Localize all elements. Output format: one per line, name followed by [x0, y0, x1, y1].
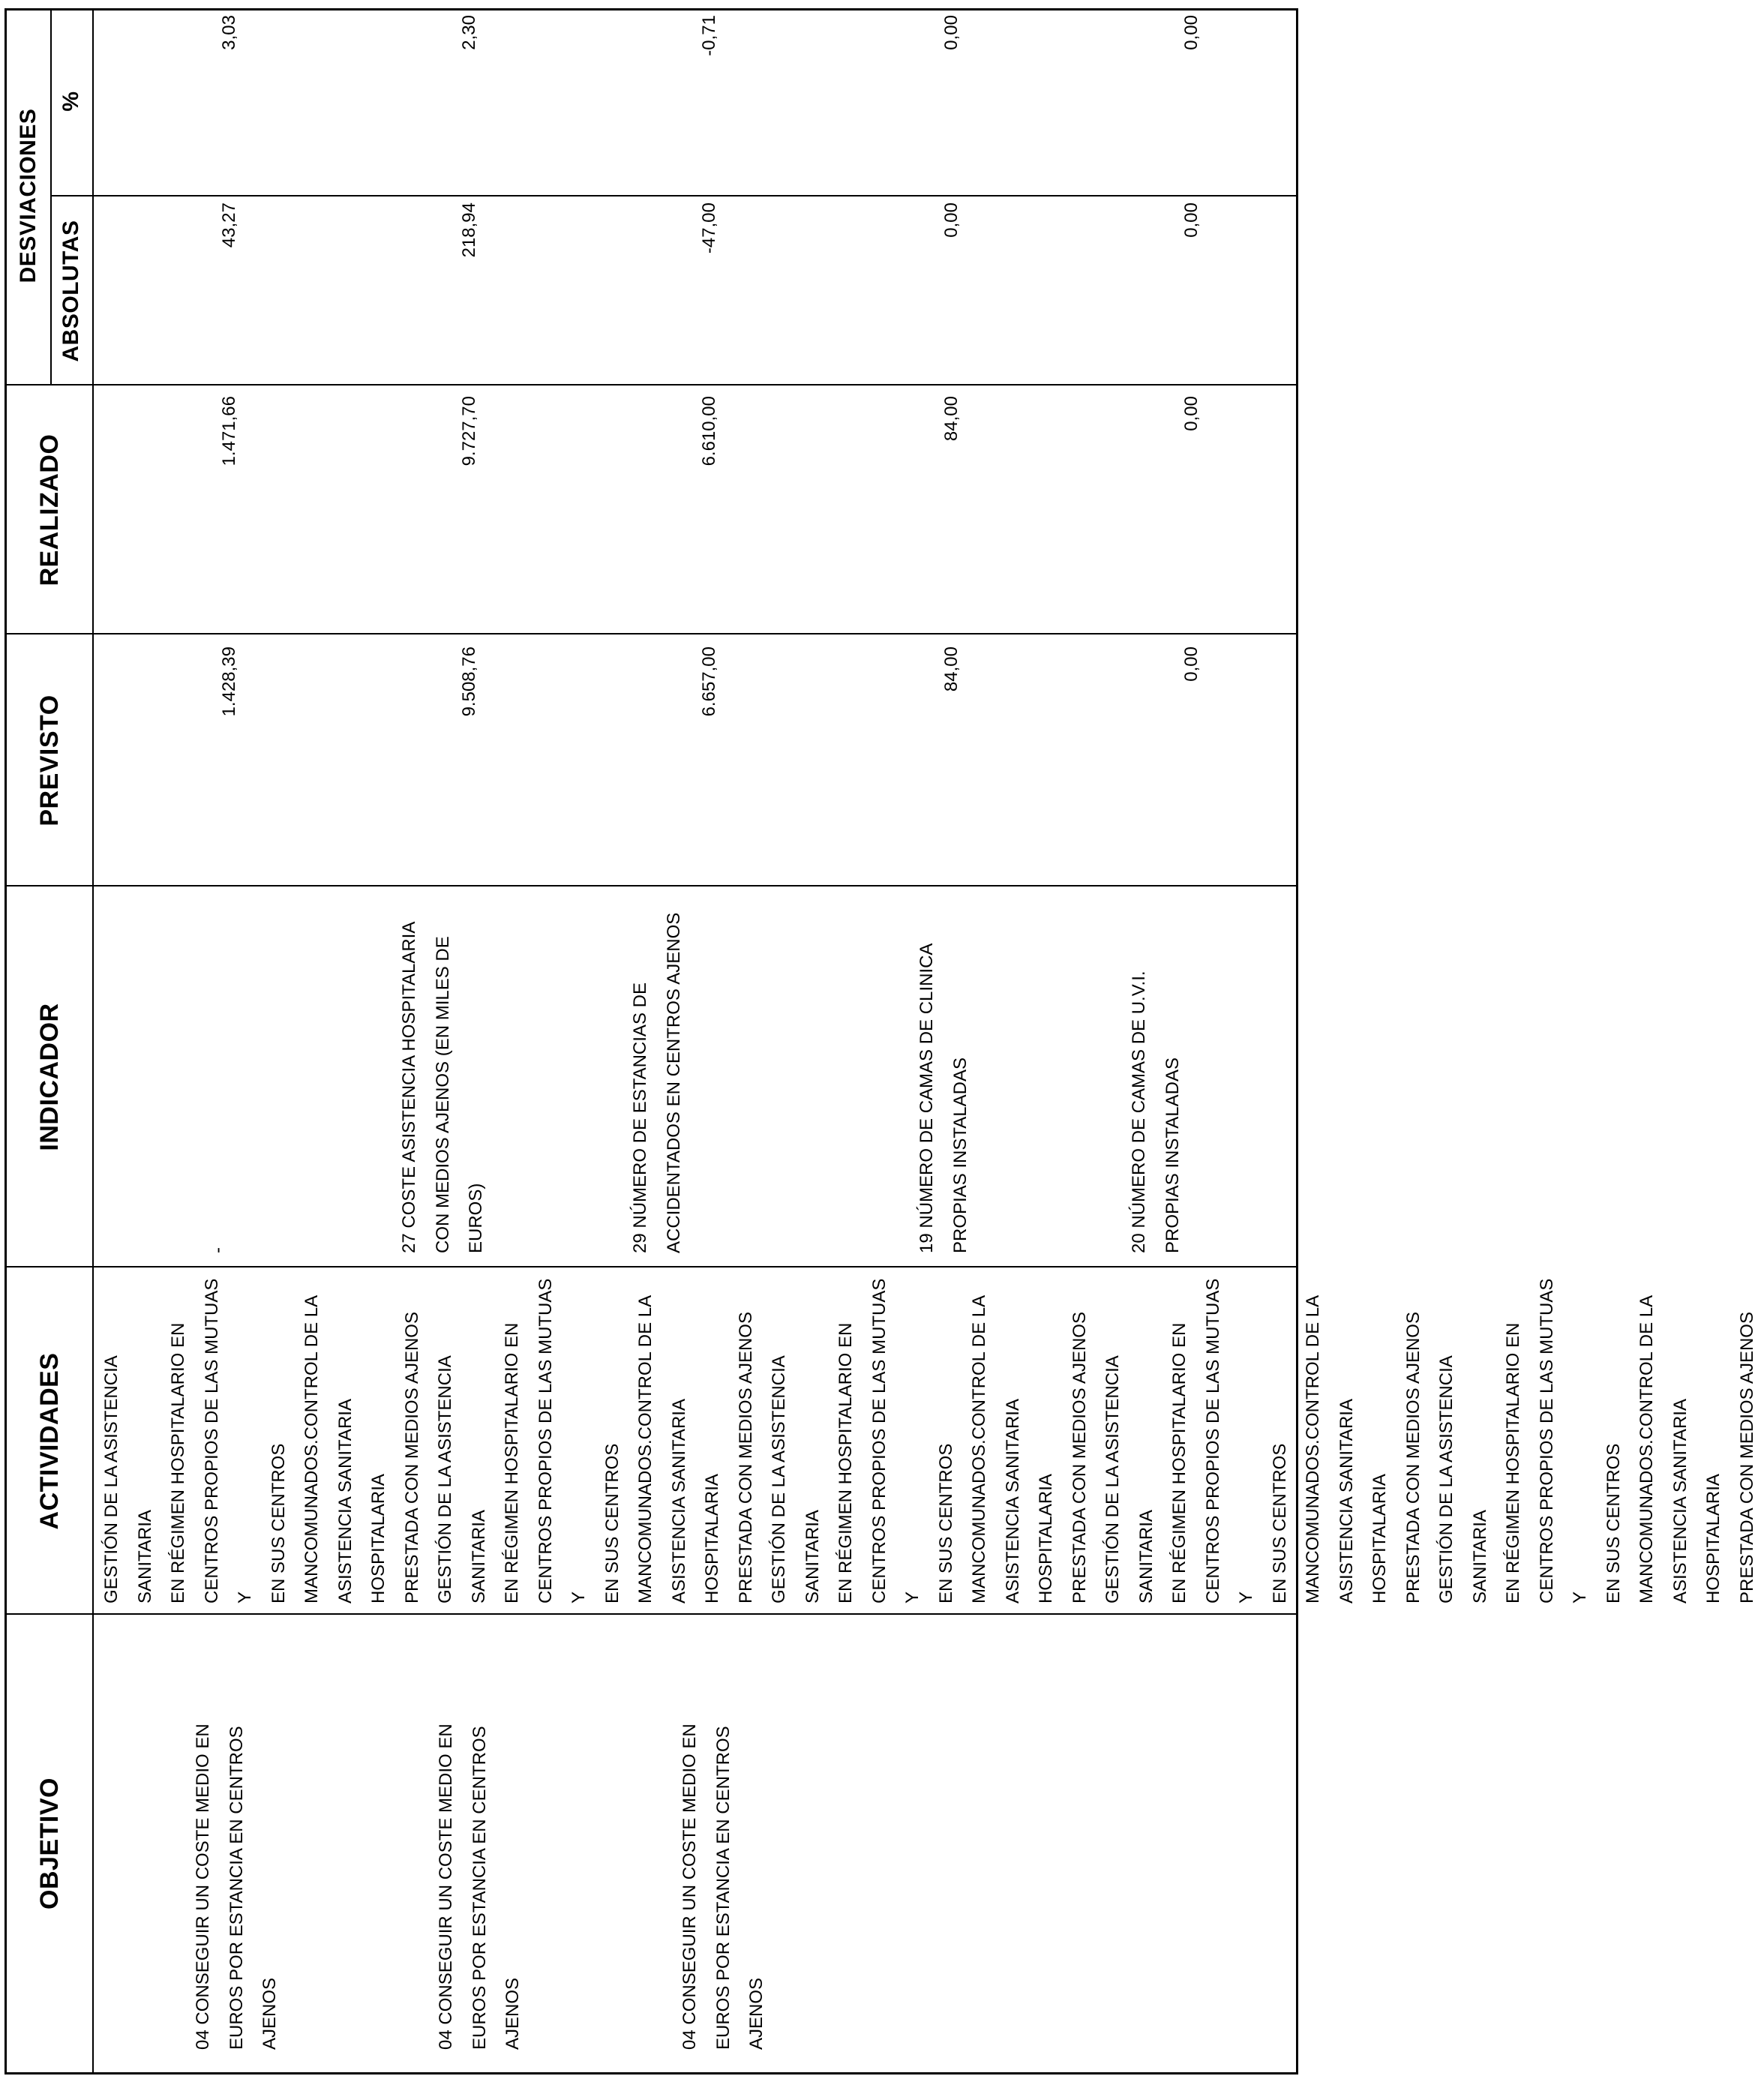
absolutas-value: -47,00 — [699, 202, 719, 254]
actividades-text: GESTIÓN DE LA ASISTENCIA SANITARIA EN RÉGIMEN HOSPITALARIO EN CENTROS PROPIOS DE LAS MUTUAS Y EN SUS CENTROS MANCOMUNADOS.CONTROL DE LA ASISTENCIA SANITARIA HOSPITALARIA PRESTADA CON MEDIOS AJENOS GESTIÓN DE LA ASISTENCIA SANITARIA EN RÉGIMEN HOSPITALARIO EN CENTROS PROPIOS DE LAS MUTUAS Y EN SUS CENTROS MANCOMUNADOS.CONTROL DE LA ASISTENCIA SANITARIA HOSPITALARIA PRESTADA CON MEDIOS AJENOS GESTIÓN DE LA ASISTENCIA SANITARIA EN RÉGIMEN HOSPITALARIO EN CENTROS PROPIOS DE LAS MUTUAS Y EN SUS CENTROS MANCOMUNADOS.CONTROL DE LA ASISTENCIA SANITARIA HOSPITALARIA PRESTADA CON MEDIOS AJENOS GESTIÓN DE LA ASISTENCIA SANITARIA EN RÉGIMEN HOSPITALARIO EN CENTROS PROPIOS DE LAS MUTUAS Y EN SUS CENTROS MANCOMUNADOS.CONTROL DE LA ASISTENCIA SANITARIA HOSPITALARIA PRESTADA CON MEDIOS AJENOS GESTIÓN DE LA ASISTENCIA SANITARIA EN RÉGIMEN HOSPITALARIO EN CENTROS PROPIOS DE LAS MUTUAS Y EN SUS CENTROS MANCOMUNADOS.CONTROL DE LA ASISTENCIA SANITARIA HOSPITALARIA PRESTADA CON MEDIOS AJENOS — [101, 1278, 1757, 1604]
objetivo-text: 04 CONSEGUIR UN COSTE MEDIO EN EUROS POR ESTANCIA EN CENTROS AJENOS — [436, 1724, 523, 2050]
previsto-value: 84,00 — [941, 646, 962, 692]
header-desviaciones: DESVIACIONES — [16, 108, 40, 284]
absolutas-value: 0,00 — [1181, 202, 1202, 238]
porcentaje-value: 3,03 — [219, 15, 239, 50]
realizado-value: 9.727,70 — [459, 396, 479, 466]
indicador-text: 29 NÚMERO DE ESTANCIAS DE ACCIDENTADOS EN CENTROS AJENOS — [630, 912, 684, 1253]
header-previsto: PREVISTO — [34, 694, 64, 826]
previsto-value: 1.428,39 — [219, 646, 239, 717]
porcentaje-value: 0,00 — [941, 15, 962, 50]
absolutas-value: 218,94 — [459, 202, 479, 258]
indicador-text: 19 NÚMERO DE CAMAS DE CLINICA PROPIAS INSTALADAS — [916, 943, 970, 1253]
indicador-text: - — [208, 1247, 228, 1253]
header-porcentaje: % — [58, 91, 83, 112]
header-actividades: ACTIVIDADES — [34, 1352, 64, 1530]
header-indicador: INDICADOR — [34, 1003, 64, 1151]
col-divider — [7, 885, 1296, 886]
header-separator — [92, 10, 94, 2072]
realizado-value: 0,00 — [1181, 396, 1202, 431]
realizado-value: 1.471,66 — [219, 396, 239, 466]
col-divider — [7, 1266, 1296, 1268]
realizado-value: 6.610,00 — [699, 396, 719, 466]
realizado-value: 84,00 — [941, 396, 962, 442]
porcentaje-value: 0,00 — [1181, 15, 1202, 50]
indicador-text: 20 NÚMERO DE CAMAS DE U.V.I. PROPIAS INSTALADAS — [1129, 970, 1183, 1253]
objetivo-text: 04 CONSEGUIR UN COSTE MEDIO EN EUROS POR ESTANCIA EN CENTROS AJENOS — [193, 1724, 280, 2050]
previsto-value: 6.657,00 — [699, 646, 719, 717]
col-divider — [7, 384, 1296, 386]
porcentaje-value: -0,71 — [699, 15, 719, 56]
header-objetivo: OBJETIVO — [34, 1778, 64, 1910]
previsto-value: 9.508,76 — [459, 646, 479, 717]
header-realizado: REALIZADO — [34, 434, 64, 586]
objetivo-text: 04 CONSEGUIR UN COSTE MEDIO EN EUROS POR ESTANCIA EN CENTROS AJENOS — [680, 1724, 766, 2050]
porcentaje-value: 2,30 — [459, 15, 479, 50]
previsto-value: 0,00 — [1181, 646, 1202, 682]
absolutas-value: 0,00 — [941, 202, 962, 238]
col-divider — [7, 1613, 1296, 1615]
absolutas-value: 43,27 — [219, 202, 239, 248]
results-table — [4, 8, 1757, 2074]
header-absolutas: ABSOLUTAS — [58, 220, 83, 362]
col-divider — [7, 633, 1296, 634]
indicador-text: 27 COSTE ASISTENCIA HOSPITALARIA CON MEDIOS AJENOS (EN MILES DE EUROS) — [399, 921, 486, 1253]
